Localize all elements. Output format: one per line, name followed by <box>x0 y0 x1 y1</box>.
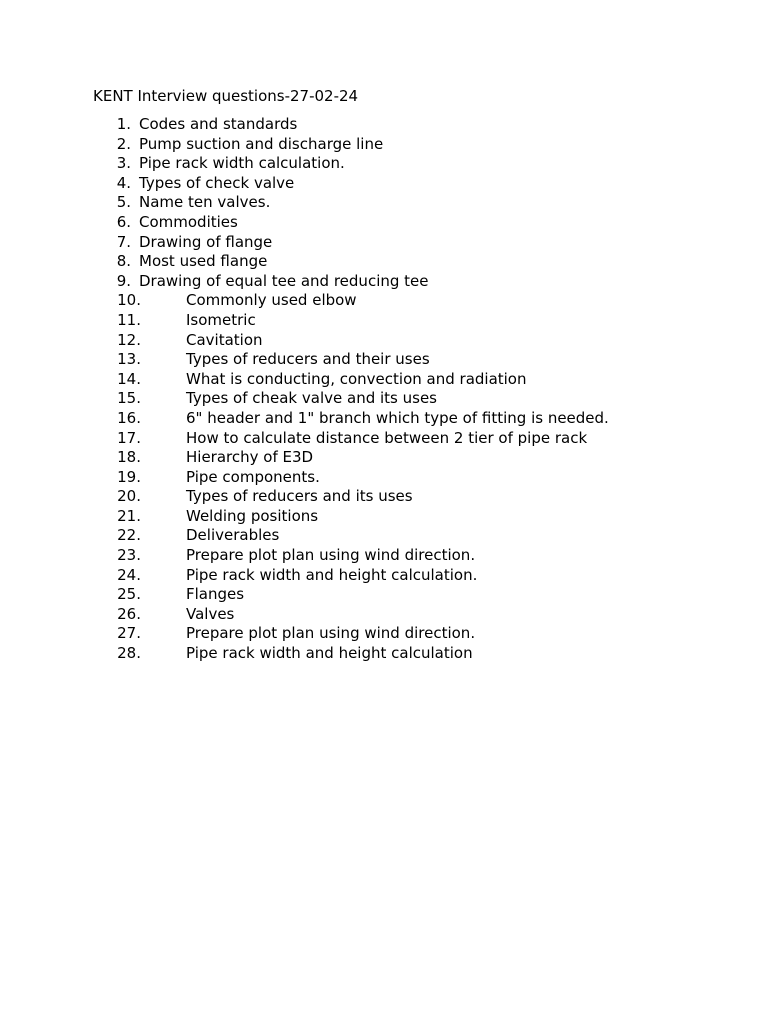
question-text: Drawing of flange <box>139 232 273 251</box>
question-text: Types of reducers and their uses <box>186 350 430 369</box>
question-text: Name ten valves. <box>139 193 271 212</box>
question-text: Types of check valve <box>139 173 295 192</box>
question-text: What is conducting, convection and radiation <box>186 369 527 388</box>
question-number: 24. <box>117 565 141 584</box>
question-text: Drawing of equal tee and reducing tee <box>139 271 429 290</box>
question-number: 7. <box>116 232 131 251</box>
question-number: 1. <box>116 115 131 133</box>
question-number: 26. <box>117 604 141 623</box>
question-text: 6" header and 1" branch which type of fitting is needed. <box>186 408 609 427</box>
question-number: 21. <box>117 506 141 525</box>
question-number: 2. <box>116 134 131 153</box>
question-number: 13. <box>117 350 141 369</box>
question-text: Flanges <box>186 585 245 604</box>
question-number: 20. <box>117 487 141 506</box>
question-text: Types of reducers and its uses <box>186 487 413 506</box>
question-number: 4. <box>116 173 131 192</box>
question-number: 11. <box>117 310 141 329</box>
question-number: 15. <box>117 389 141 408</box>
question-number: 28. <box>117 644 141 663</box>
question-text: Prepare plot plan using wind direction. <box>186 624 476 643</box>
question-text: Welding positions <box>186 506 319 525</box>
question-text: Valves <box>186 604 235 623</box>
question-number: 27. <box>117 624 141 643</box>
question-number: 5. <box>116 193 131 212</box>
question-number: 10. <box>117 291 141 310</box>
question-text: Pump suction and discharge line <box>139 134 384 153</box>
question-text: Most used flange <box>139 252 268 271</box>
question-text: Pipe rack width and height calculation. <box>186 565 478 584</box>
question-text: Cavitation <box>186 330 263 349</box>
question-number: 22. <box>117 526 141 545</box>
question-number: 25. <box>117 585 141 604</box>
question-text: How to calculate distance between 2 tier of pipe rack <box>186 428 588 447</box>
question-text: Pipe rack width and height calculation <box>186 644 473 663</box>
document-title: KENT Interview questions-27-02-24 <box>93 87 359 105</box>
question-text: Prepare plot plan using wind direction. <box>186 546 476 565</box>
question-number: 12. <box>117 330 141 349</box>
question-text: Deliverables <box>186 526 280 545</box>
question-number: 18. <box>117 448 141 467</box>
question-number: 17. <box>117 428 141 447</box>
question-number: 23. <box>117 546 141 565</box>
question-text: Types of cheak valve and its uses <box>186 389 437 408</box>
question-text: Commonly used elbow <box>186 291 357 310</box>
question-text: Hierarchy of E3D <box>186 448 314 467</box>
question-number: 6. <box>116 212 131 231</box>
question-number: 3. <box>116 154 131 173</box>
question-number: 16. <box>117 408 141 427</box>
question-text: Pipe rack width calculation. <box>139 154 345 173</box>
question-text: Codes and standards <box>139 115 298 133</box>
question-text: Pipe components. <box>186 467 320 486</box>
question-number: 14. <box>117 369 141 388</box>
question-number: 8. <box>116 252 131 271</box>
question-text: Isometric <box>186 310 256 329</box>
question-number: 9. <box>116 271 131 290</box>
question-number: 19. <box>117 467 141 486</box>
question-text: Commodities <box>139 212 238 231</box>
